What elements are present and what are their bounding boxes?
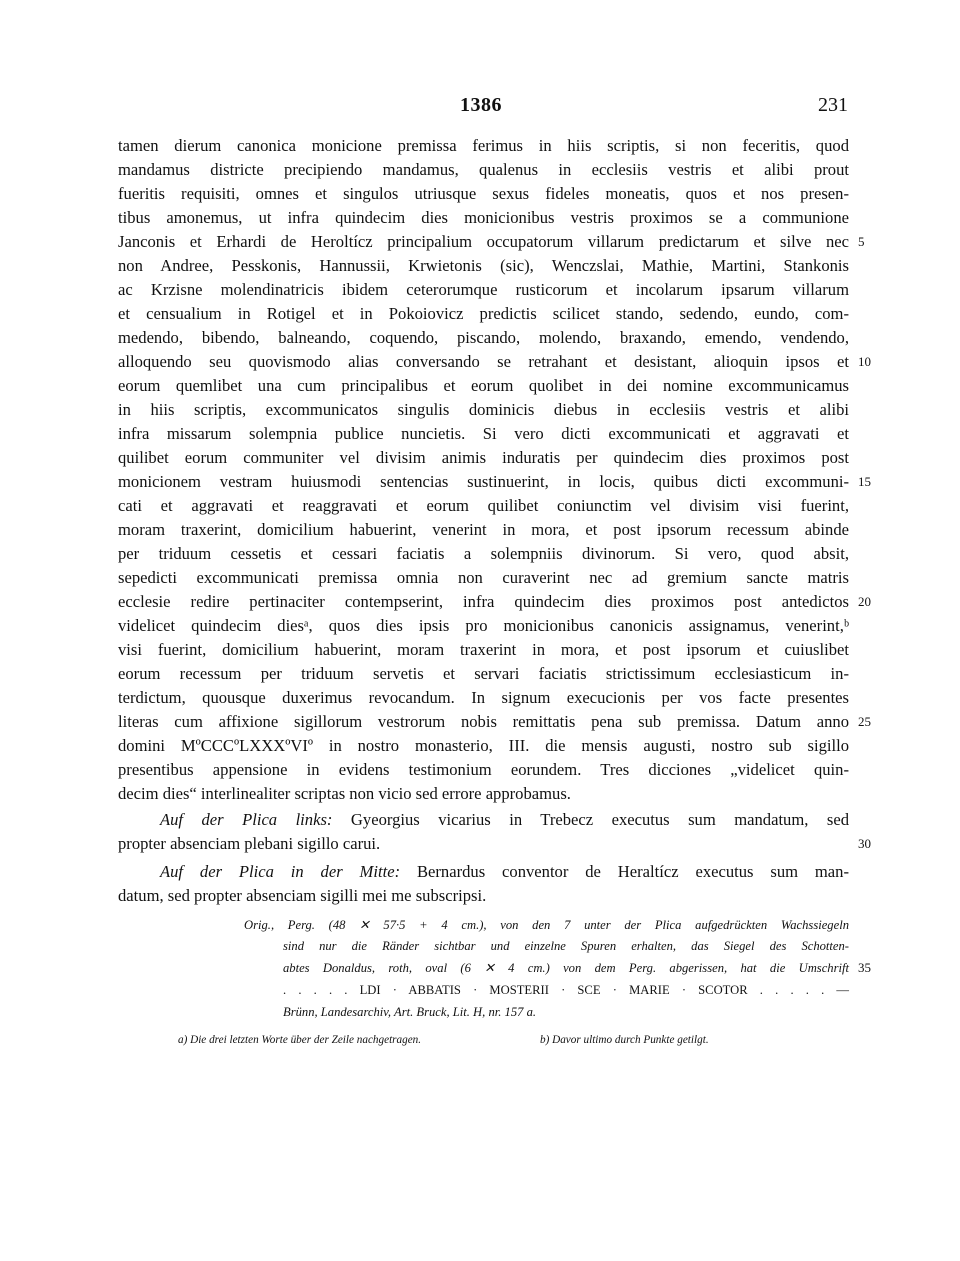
footnote-a: a) Die drei letzten Worte über der Zeile nachgetragen. [178, 1034, 422, 1046]
line-number: 25 [858, 714, 871, 729]
footnote-b: b) Davor ultimo durch Punkte getilgt. [540, 1034, 709, 1046]
description-line: sind nur die Ränder sichtbar und einzelne Spuren erhalten, das Siegel des Schotten- [283, 939, 849, 953]
plica-mitte-line2: datum, sed propter absenciam sigilli mei me subscripsi. [118, 886, 487, 905]
body-line: infra missarum solempnia publice nuncietis. Si vero dicti excommunicati et aggravati et [118, 424, 849, 443]
plica-links-text: Gyeorgius vicarius in Trebecz executus sum mandatum, sed [350, 810, 849, 829]
body-line: non Andree, Pesskonis, Hannussii, Krwietonis (sic), Wenczslai, Mathie, Martini, Stankonis [118, 256, 849, 275]
archive-reference: Brünn, Landesarchiv, Art. Bruck, Lit. H, nr. 157 a. [283, 1005, 537, 1019]
body-line: et censualium in Rotigel et in Pokoiovicz predictis scilicet stando, sedendo, eundo, com- [118, 304, 849, 323]
body-line: ecclesie redire pertinaciter contempserint, infra quindecim dies proximos post antedictos [118, 592, 849, 611]
plica-links-line [160, 808, 849, 832]
line-number: 30 [858, 836, 871, 851]
body-line: tibus amonemus, ut infra quindecim dies monicionibus vestris proximos se a communione [118, 208, 849, 227]
body-line: medendo, bibendo, balneando, coquendo, piscando, molendo, braxando, emendo, vendendo, [118, 328, 849, 347]
body-line: mandamus districte precipiendo mandamus, qualenus in ecclesiis vestris et alibi prout [118, 160, 849, 179]
line-number: 5 [858, 234, 865, 249]
description-line: Orig., Perg. (48 ✕ 57·5 + 4 cm.), von den 7 unter der Plica aufgedrückten Wachssiegeln [244, 918, 849, 932]
body-line: per triduum cessetis et cessari faciatis a solempniis divinorum. Si vero, quod absit, [118, 544, 849, 563]
body-line: fueritis requisiti, omnes et singulos utriusque sexus fideles moneatis, quos et nos presen- [118, 184, 849, 203]
page-year: 1386 [460, 94, 502, 116]
body-line: terdictum, quousque duxerimus revocandum. In signum execucionis per vos facte presentes [118, 688, 849, 707]
body-line: decim dies“ interlinealiter scriptas non vicio sed errore approbamus. [118, 784, 571, 803]
line-number: 15 [858, 474, 871, 489]
body-line: domini MºCCCºLXXXºVIº in nostro monasterio, III. die mensis augusti, nostro sub sigillo [118, 736, 849, 755]
body-line: videlicet quindecim diesᵃ, quos dies ipsis pro monicionibus canonicis assignamus, venerint,ᵇ [118, 616, 849, 635]
plica-mitte-line [160, 860, 849, 884]
line-number: 10 [858, 354, 871, 369]
body-line: cati et aggravati et reaggravati et eorum quilibet coniunctim vel divisim visi fuerint, [118, 496, 849, 515]
body-line: literas cum affixione sigillorum vestrorum nobis remittatis pena sub premissa. Datum anno [118, 712, 849, 731]
body-line: ac Krzisne molendinatricis ibidem ceterorumque rusticorum et incolarum ipsarum villarum [118, 280, 849, 299]
plica-mitte-text: Bernardus conventor de Heraltícz executus sum man- [416, 862, 849, 881]
plica-links-label: Auf der Plica links: [160, 810, 333, 829]
body-line: in hiis scriptis, excommunicatos singulis dominicis diebus in ecclesiis vestris et alibi [118, 400, 849, 419]
description-line: abtes Donaldus, roth, oval (6 ✕ 4 cm.) von dem Perg. abgerissen, hat die Umschrift [283, 961, 849, 975]
body-line: quilibet eorum communiter vel divisim animis induratis per quindecim dies proximos post [118, 448, 849, 467]
body-line: alloquendo seu quovismodo alias conversando se retrahant et desistant, alioquin ipsos et [118, 352, 849, 371]
body-line: presentibus appensione in evidens testimonium eorundem. Tres dicciones „videlicet quin- [118, 760, 849, 779]
body-line: sepedicti excommunicati premissa omnia non curaverint nec ad gremium sancte matris [118, 568, 849, 587]
body-line: Janconis et Erhardi de Heroltícz principalium occupatorum villarum predictarum et silve nec [118, 232, 849, 251]
line-number: 20 [858, 594, 871, 609]
plica-mitte-label: Auf der Plica in der Mitte: [160, 862, 401, 881]
seal-inscription: . . . . . LDI · ABBATIS · MOSTERII · SCE · MARIE · SCOTOR . . . . . — [283, 983, 849, 997]
page-number: 231 [818, 94, 848, 116]
body-line: tamen dierum canonica monicione premissa ferimus in hiis scriptis, si non feceritis, quod [118, 136, 849, 155]
body-line: eorum recessum per triduum servetis et servari faciatis strictissimum ecclesiasticum in- [118, 664, 849, 683]
line-number: 35 [858, 960, 871, 975]
body-line: moram traxerint, domicilium habuerint, venerint in mora, et post ipsorum recessum abinde [118, 520, 849, 539]
body-line: monicionem vestram huiusmodi sentencias sustinuerint, in locis, quibus dicti excommuni- [118, 472, 849, 491]
body-line: eorum quemlibet una cum principalibus et eorum quolibet in dei nomine excommunicamus [118, 376, 849, 395]
body-line: visi fuerint, domicilium habuerint, moram traxerint in mora, et post ipsorum et cuiuslibet [118, 640, 849, 659]
plica-links-line2: propter absenciam plebani sigillo carui. [118, 834, 381, 853]
